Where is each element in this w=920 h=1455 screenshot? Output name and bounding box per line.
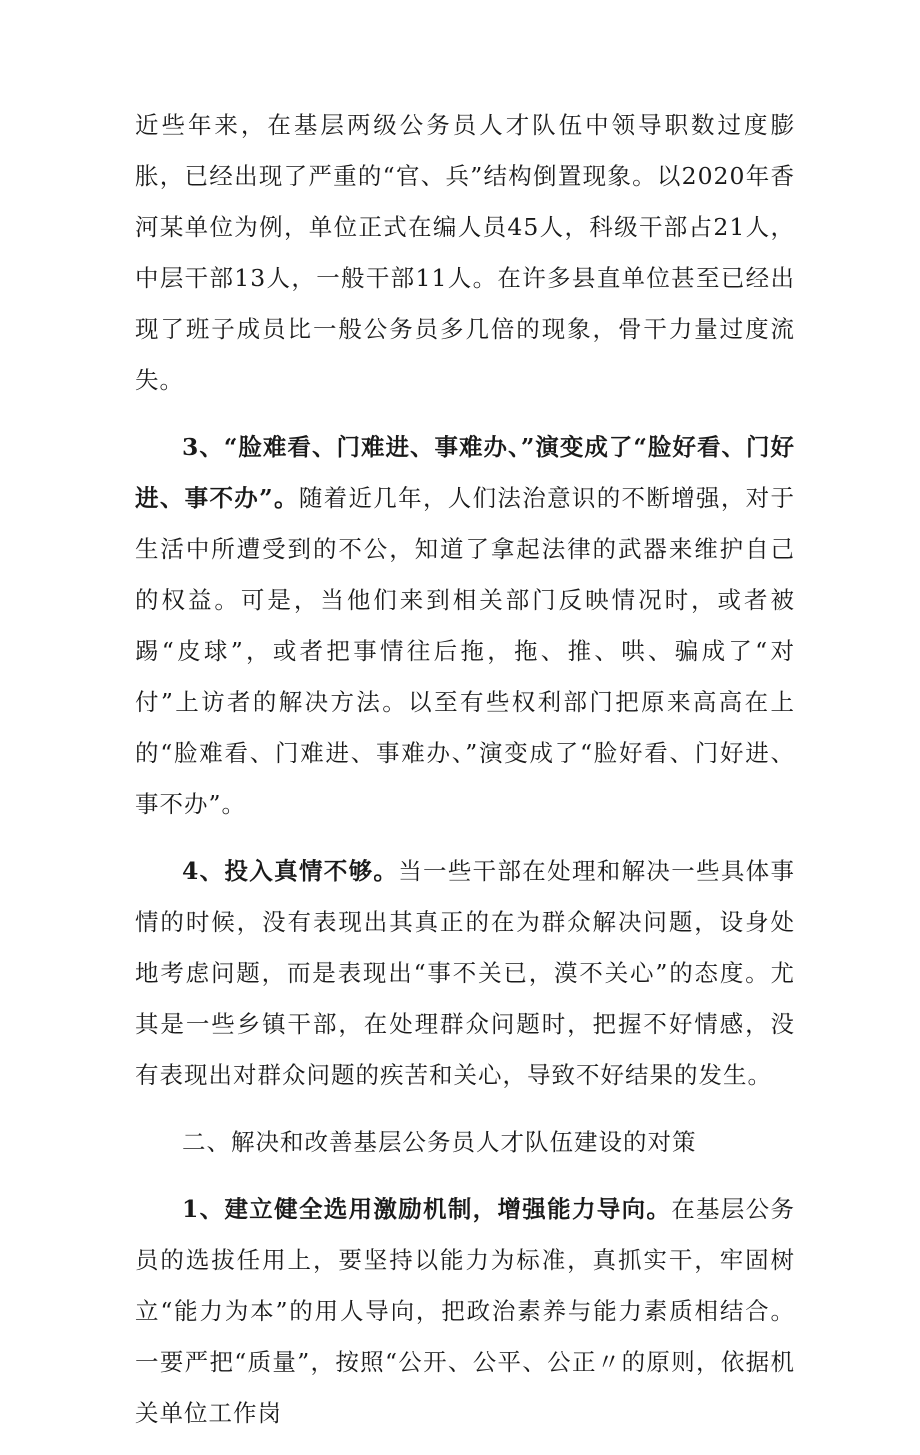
section-heading: [135, 1117, 795, 1168]
paragraph-1: [135, 100, 795, 406]
paragraph-1-text: 近些年来，在基层两级公务员人才队伍中领导职数过度膨胀，已经出现了严重的“官、兵”结构倒置现象。以2020年香河某单位为例，单位正式在编人员45人，科级干部占21人，中层干部13人，一般干部11人。在许多县直单位甚至已经出现了班子成员比一般公务员多几倍的现象，骨干力量过度流失。: [135, 111, 795, 394]
paragraph-4-lead: 1、建立健全选用激励机制，增强能力导向。: [182, 1195, 672, 1223]
paragraph-4: [135, 1184, 795, 1439]
paragraph-2-lead: 3、“脸难看、门难进、事难办、”演变成了“脸好看、门好进、事不办”。: [135, 433, 795, 512]
paragraph-2-text: 随着近几年，人们法治意识的不断增强，对于生活中所遭受到的不公，知道了拿起法律的武器来维护自己的权益。可是，当他们来到相关部门反映情况时，或者被踢“皮球”，或者把事情往后拖，拖、推、哄、骗成了“对付”上访者的解决方法。以至有些权利部门把原来高高在上的“脸难看、门难进、事难办、”演变成了“脸好看、门好进、事不办”。: [135, 484, 796, 818]
document-page: [135, 100, 795, 1455]
paragraph-2: [135, 422, 795, 830]
paragraph-4-text: 在基层公务员的选拔任用上，要坚持以能力为标准，真抓实干，牢固树立“能力为本”的用人导向，把政治素养与能力素质相结合。一要严把“质量”，按照“公开、公平、公正〃的原则，依据机关单位工作岗: [135, 1195, 795, 1427]
paragraph-3: [135, 846, 795, 1101]
paragraph-3-text: 当一些干部在处理和解决一些具体事情的时候，没有表现出其真正的在为群众解决问题，设身处地考虑问题，而是表现出“事不关已，漠不关心”的态度。尤其是一些乡镇干部，在处理群众问题时，把握不好情感，没有表现出对群众问题的疾苦和关心，导致不好结果的发生。: [135, 857, 795, 1089]
paragraph-3-lead: 4、投入真情不够。: [182, 857, 399, 885]
section-heading-text: 二、解决和改善基层公务员人才队伍建设的对策: [182, 1128, 697, 1156]
